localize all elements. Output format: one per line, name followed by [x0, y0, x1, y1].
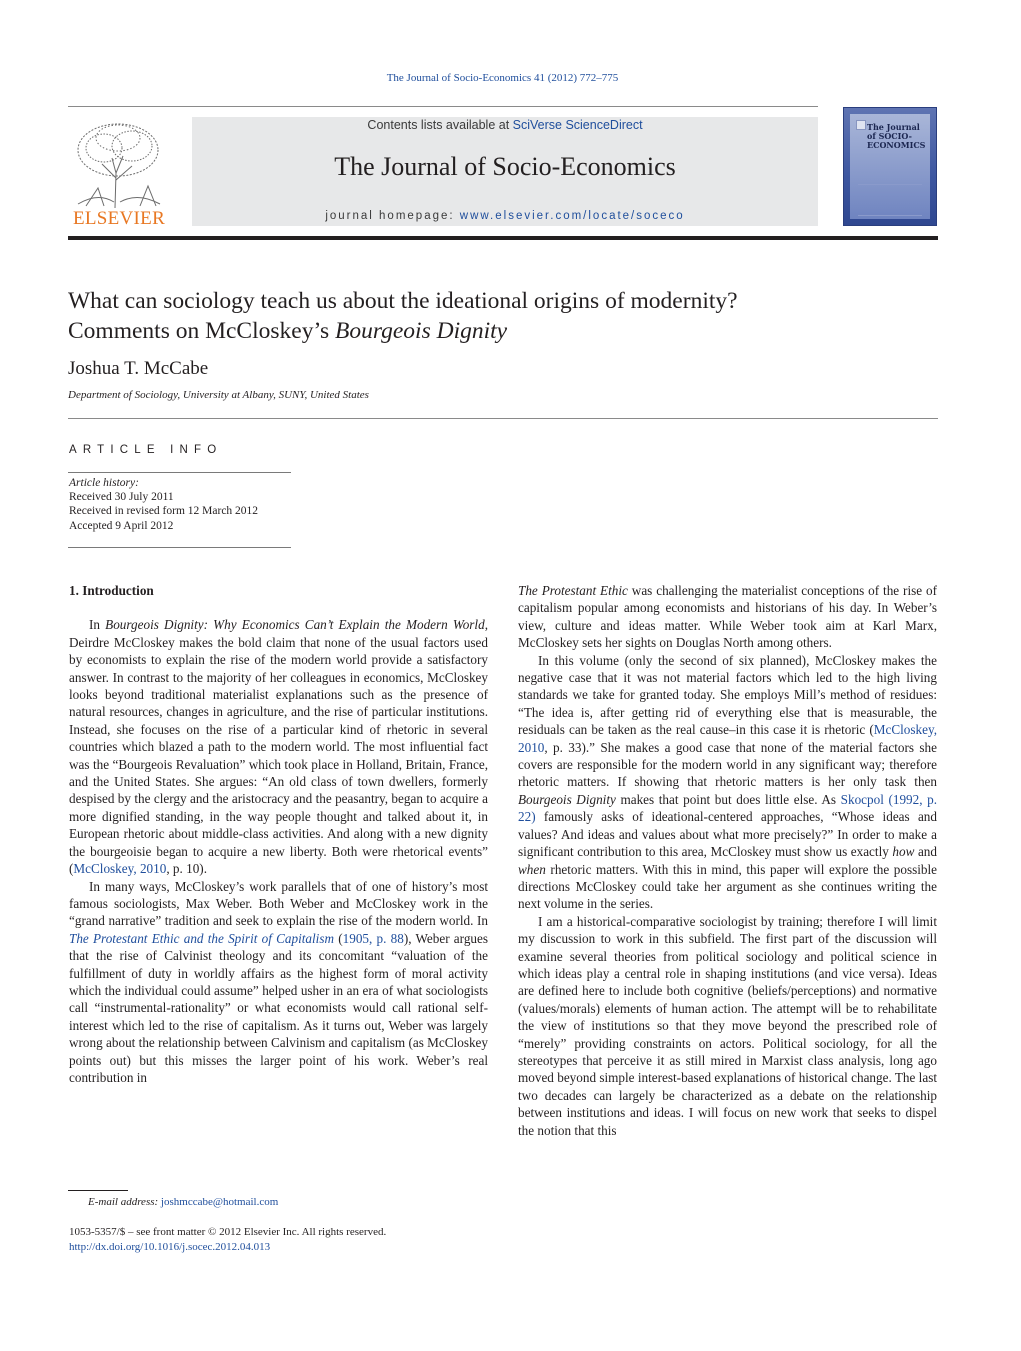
title-prefix: Comments on McCloskey’s [68, 318, 335, 344]
author-affiliation: Department of Sociology, University at Albany, SUNY, United States [68, 389, 369, 401]
text-run: , Deirdre McCloskey makes the bold claim that none of the usual factors used by economists to explain the rise of the modern world provide a satisfactory answer. In contrast to the majority of her colleagues in economics, McCloskey looks beyond traditional materialist explanations such as the presence of natural resources, changes in agriculture, and the rise of particular institutions. Instead, she focuses on the rise of a particular kind of rhetoric in several countries which blazed a path to the modern world. The most influential fact was the “Bourgeois Revaluation” which took place in Holland, Britain, France, and the United States. She argues: “An old class of town dwellers, formerly despised by the clergy and the aristocracy and the peasantry, began to acquire a more dignified standing, in the way people thought and talked about it, in European rhetoric about middle-class activities. And along with a new dignity the bourgeoisie began to acquire a new liberty. Both were rhetorical events” ( [69, 617, 488, 877]
text-run: rhetoric matters. With this in mind, this paper will explore the possible directions McCloskey could take her argument as she continues writing the next volume in the series. [518, 861, 937, 912]
text-run: , p. 33).” She makes a good case that none of the material factors she covers are responsible for the modern world in any significant way; therefore rhetoric matters. If showing that rhetoric matters is her only task then [518, 739, 937, 790]
paragraph-intro-2 [69, 878, 488, 1087]
section-heading: 1. Introduction [69, 583, 154, 598]
history-received: Received 30 July 2011 [69, 491, 174, 504]
text-run: famously asks of ideational-centered approaches, “Whose ideas and values? And ideas and values about what more precisely?” In order to make a significant contribution to this area, McCloskey must show us exactly [518, 809, 937, 860]
cover-panel [850, 114, 930, 219]
cover-title: The Journal of SOCIO-ECONOMICS [867, 122, 926, 150]
homepage-prefix: journal homepage: [325, 210, 460, 222]
masthead-bottom-rule [68, 236, 938, 240]
affiliation-rule [68, 418, 938, 419]
paragraph-continued [518, 582, 937, 652]
paragraph-approach: I am a historical-comparative sociologist by training; therefore I will limit my discussion to work in this subfield. The first part of the discussion will examine several theories from political sociology and political science in which ideas play a central role in shaping institutions (and vice versa). Ideas are defined here to include both cognitive (beliefs/perceptions) and normative (values/morals) elements of human action. The attempt will be to rehabilitate the view of institutions so that they move beyond the prescribed role of “merely” providing constraints on actors. Political sociology, for all the stereotypes that perceive it as still mired in Marxist class analysis, long ago moved beyond simple interest-based explanations of historical change. The last two decades can largely be characterized as a debate on the relationship between institutions and ideas. I will focus on new work that seeks to dispel the notion that this [518, 913, 937, 1138]
article-title-line1: What can sociology teach us about the ideational origins of modernity? [68, 288, 738, 314]
article-title-line2 [68, 316, 938, 346]
cover-publisher-icon [856, 120, 866, 130]
citation-link[interactable]: 1905, p. 88 [342, 930, 404, 946]
book-title-italic: Bourgeois Dignity [518, 791, 616, 807]
article-info-rule-top [68, 472, 291, 473]
homepage-link[interactable]: www.elsevier.com/locate/soceco [459, 210, 685, 222]
emphasis: when [518, 861, 546, 877]
header-rule [68, 106, 818, 107]
journal-title: The Journal of Socio-Economics [334, 152, 676, 181]
article-title [68, 286, 938, 346]
issn-copyright: 1053-5357/$ – see front matter © 2012 Elsevier Inc. All rights reserved. [69, 1226, 387, 1238]
book-title-italic: The Protestant Ethic [518, 583, 628, 598]
email-label: E-mail address: [88, 1196, 161, 1208]
paragraph-intro-1 [69, 616, 488, 877]
text-run: ( [334, 930, 343, 946]
elsevier-tree-logo [68, 118, 168, 210]
journal-cover-thumbnail[interactable] [843, 107, 937, 226]
footnote-email [88, 1196, 278, 1208]
paragraph-negative-case [518, 652, 937, 913]
footnote-rule [68, 1190, 128, 1191]
elsevier-wordmark: ELSEVIER [72, 208, 166, 229]
text-run: In [89, 617, 106, 633]
history-label: Article history: [69, 477, 139, 489]
contents-availability [192, 118, 818, 132]
title-book-name: Bourgeois Dignity [335, 318, 508, 344]
cover-decoration [858, 184, 922, 216]
text-run: In this volume (only the second of six planned), McCloskey makes the negative case that it was not material factors which led to the high living standards we take for granted today. She employs Mill’s method of residues: “The idea is, after getting rid of everything else that is measurable, the residuals can be taken as the real cause–in this case it is rhetoric ( [518, 652, 937, 738]
text-run: makes that point but does little else. As [615, 791, 841, 807]
citation-link[interactable]: The Protestant Ethic and the Spirit of Capitalism [69, 930, 334, 946]
history-accepted: Accepted 9 April 2012 [69, 519, 174, 532]
citation-link[interactable]: Skocpol (1992, p. 22) [518, 791, 938, 825]
doi-link[interactable]: http://dx.doi.org/10.1016/j.socec.2012.04.013 [69, 1241, 271, 1253]
article-info-rule-bottom [68, 547, 291, 548]
contents-prefix: Contents lists available at [367, 118, 513, 132]
text-run: In many ways, McCloskey’s work parallels that of one of history’s most famous sociologists, Max Weber. Both Weber and McCloskey work in the “grand narrative” tradition and seek to explain the rise of the modern world. In [69, 878, 488, 929]
citation-link[interactable]: McCloskey, 2010 [518, 722, 937, 755]
text-run: , p. 10). [166, 861, 207, 877]
text-run: and [914, 844, 937, 860]
body-column-left [69, 582, 488, 1086]
text-run: ), Weber argues that the rise of Calvinist theology and its concomitant “valuation of the fulfillment of duty in worldly affairs as the highest form of moral activity which the individual could assume” helped usher in an era of what sociologists call “instrumental-rationality” or what economists would call rational self-interest which led to the rise of capitalism. As it turns out, Weber was largely wrong about the relationship between Calvinism and capitalism (as McCloskey points out) but this misses the larger point of his work. Weber’s real contribution in [69, 930, 488, 1085]
sciencedirect-link[interactable]: SciVerse ScienceDirect [512, 118, 643, 132]
text-run: was challenging the materialist conceptions of the rise of capitalism popular among economists and historians of his day. In Weber’s view, culture and ideas matter. While Weber took aim at Karl Marx, McCloskey sets her sights on Douglas North among others. [518, 583, 937, 651]
article-info-heading: ARTICLE INFO [69, 444, 223, 456]
email-link[interactable]: joshmccabe@hotmail.com [160, 1196, 279, 1208]
body-column-right [518, 582, 937, 1139]
citation-link[interactable]: McCloskey, 2010 [73, 861, 167, 877]
author-name: Joshua T. McCabe [68, 358, 209, 379]
journal-citation[interactable]: The Journal of Socio-Economics 41 (2012) 772–775 [386, 72, 619, 84]
article-history [69, 476, 258, 533]
book-title-italic: Bourgeois Dignity: Why Economics Can’t Explain the Modern World [105, 617, 485, 633]
emphasis: how [892, 844, 915, 860]
journal-homepage [192, 210, 818, 222]
history-revised: Received in revised form 12 March 2012 [69, 505, 259, 518]
